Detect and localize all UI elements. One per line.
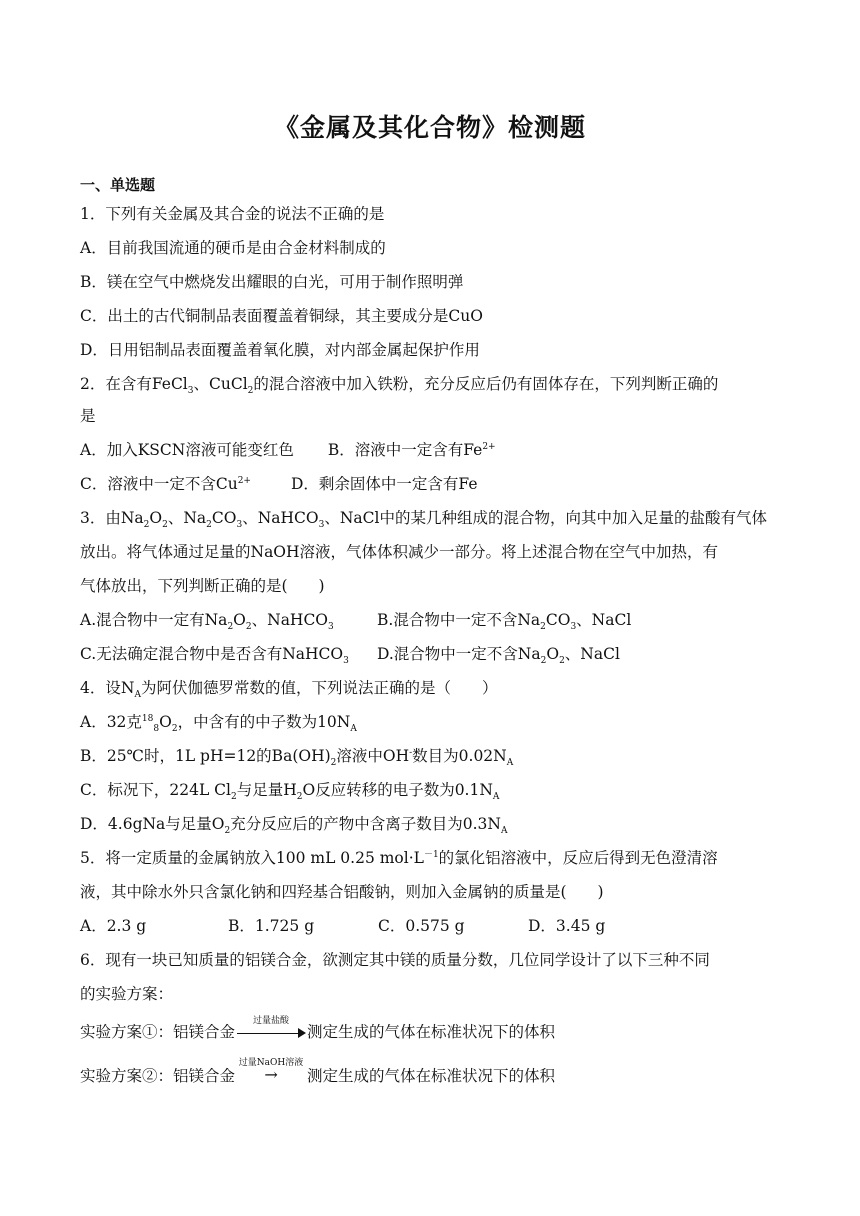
q5-stem-line2: 液，其中除水外只含氯化钠和四羟基合铝酸钠，则加入金属钠的质量是( ): [80, 883, 604, 901]
q1-option-d: D．日用铝制品表面覆盖着氧化膜，对内部金属起保护作用: [80, 341, 480, 359]
q4-option-b: B．25℃时，1L pH=12的$Ba(OH)_2$溶液中OH-数目为$0.02N_A$: [80, 747, 514, 769]
q5-option-c: C．0.575 g: [378, 917, 465, 935]
q4-option-c: C．标况下，224L $Cl_2$与足量$H_2O$反应转移的电子数为$0.1N_A$: [80, 781, 500, 803]
page-title: 《金属及其化合物》检测题: [273, 113, 586, 142]
q6-stem-line2: 的实验方案：: [80, 985, 174, 1003]
q2-options-ab: [80, 438, 496, 460]
q6-stem-line1: 6．现有一块已知质量的铝镁合金，欲测定其中镁的质量分数，几位同学设计了以下三种不同: [80, 951, 710, 969]
q1-option-a: A．目前我国流通的硬币是由合金材料制成的: [80, 239, 386, 257]
q1-option-c: C．出土的古代铜制品表面覆盖着铜绿，其主要成分是CuO: [80, 307, 483, 325]
q6-plan2: 实验方案②：铝镁合金 过量NaOH溶液 → 测定生成的气体在标准状况下的体积: [80, 1058, 556, 1085]
q3-option-c: C.无法确定混合物中是否含有NaHCO$_3$: [80, 645, 349, 667]
section-heading: 一、单选题: [80, 176, 156, 194]
q4-option-d: D．4.6gNa与足量$O_2$充分反应后的产物中含离子数目为$0.3N_A$: [80, 815, 508, 837]
q3-option-d: D.混合物中一定不含$Na_2O_2$、NaCl: [377, 645, 620, 667]
q3-stem-line2: 放出。将气体通过足量的NaOH溶液，气体体积减少一部分。将上述混合物在空气中加热，有: [80, 543, 719, 561]
q3-stem-line3: 气体放出，下列判断正确的是( ): [80, 577, 325, 595]
q5-stem-line1: 5．将一定质量的金属钠放入100 mL 0.25 $mol\cdot L^{-1}$的氯化铝溶液中，反应后得到无色澄清溶: [80, 849, 718, 867]
q6-plan1: 实验方案①：铝镁合金 过量盐酸 测定生成的气体在标准状况下的体积: [80, 1016, 556, 1041]
reaction-arrow-icon: 过量NaOH溶液 →: [238, 1058, 304, 1084]
q1-stem: 1．下列有关金属及其合金的说法不正确的是: [80, 205, 385, 223]
q2-option-c: C．溶液中一定不含$Cu^{2+}$: [80, 475, 251, 493]
q5-option-d: D．3.45 g: [528, 917, 606, 935]
q2-option-a: A．加入KSCN溶液可能变红色: [80, 441, 294, 459]
q2-option-d: D．剩余固体中一定含有Fe: [290, 475, 478, 493]
q2-options-cd: [80, 472, 478, 494]
q4-stem: 4．设$N_A$为阿伏伽德罗常数的值，下列说法正确的是（ ）: [80, 679, 498, 701]
q3-stem-line1: 3．由$Na_2O_2$、$Na_2CO_3$、NaHCO$_3$、NaCl中的某几种组成的混合物，向其中加入足量的盐酸有气体: [80, 509, 767, 531]
q3-option-b: B.混合物中一定不含$Na_2CO_3$、NaCl: [377, 611, 632, 633]
q2-stem-line1: 2．在含有FeCl$_3$、CuCl$_2$的混合溶液中加入铁粉，充分反应后仍有固体存在，下列判断正确的: [80, 375, 719, 397]
reaction-arrow-icon: 过量盐酸: [235, 1021, 307, 1039]
q2-option-b: B．溶液中一定含有$Fe^{2+}$: [327, 441, 496, 459]
q3-option-a: A.混合物中一定有$Na_2O_2$、NaHCO$_3$: [80, 611, 334, 633]
q5-option-b: B．1.725 g: [228, 917, 315, 935]
q5-option-a: A．2.3 g: [80, 917, 147, 935]
q2-stem-line2: 是: [80, 407, 96, 425]
q4-option-a: A．32克$^{18}_8O_2$，中含有的中子数为$10N_A$: [80, 713, 357, 735]
q1-option-b: B．镁在空气中燃烧发出耀眼的白光，可用于制作照明弹: [80, 273, 464, 291]
